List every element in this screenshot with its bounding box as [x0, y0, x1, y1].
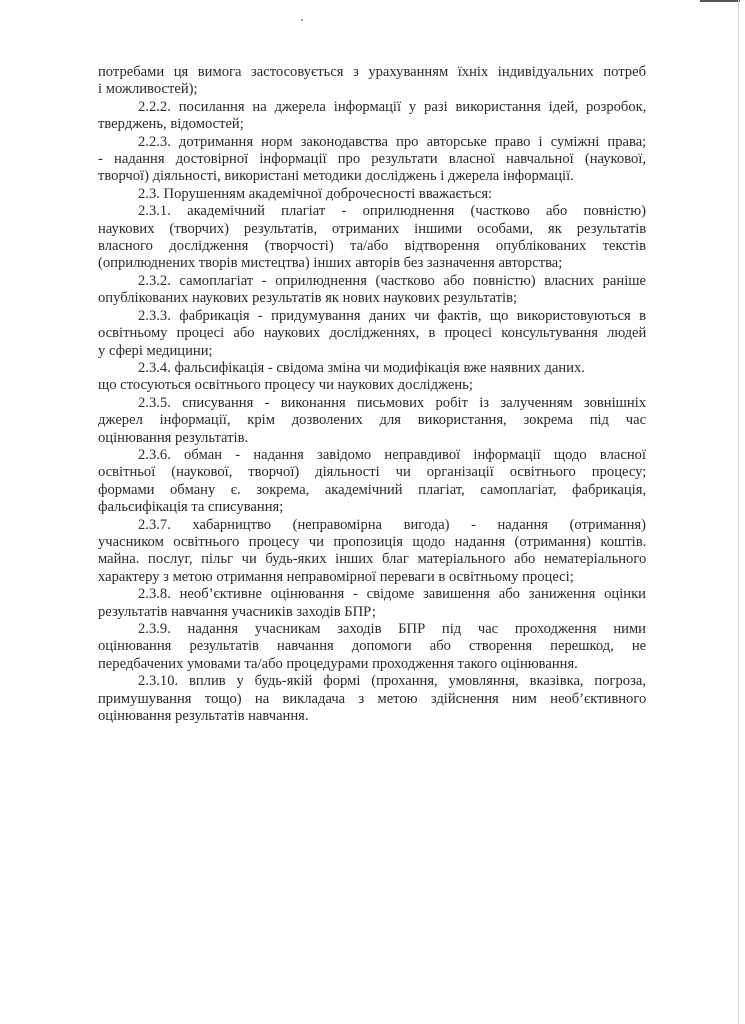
text-line: 2.3.1. академічний плагіат - оприлюднення (частково або повністю) — [138, 203, 646, 220]
text-line: - надання достовірної інформації про результати власної навчальної (наукової, — [98, 151, 646, 168]
text-line: 2.3.9. надання учасникам заходів БПР під час проходження ними — [138, 621, 646, 637]
text-line: творчої) діяльності, використані методики досліджень і джерела інформації. — [98, 168, 574, 185]
text-line: 2.2.2. посилання на джерела інформації у разі використання ідей, розробок, — [138, 98, 647, 115]
text-line: наукових (творчих) результатів, отриманих іншими особами, як результатів — [98, 220, 647, 237]
text-line: освітньої (наукової, творчої) діяльності чи організації освітнього процесу; — [98, 464, 647, 481]
text-line: 2.3.3. фабрикація - придумування даних чи фактів, що використовуються в — [138, 307, 646, 324]
text-line: джерел інформації, крім дозволених для використання, зокрема під час — [98, 412, 647, 429]
text-line: 2.3.5. списування - виконання письмових робіт із залученням зовнішніх — [138, 394, 647, 411]
text-line: опублікованих наукових результатів як нових наукових результатів; — [98, 290, 518, 307]
text-line: майна. послуг, пільг чи будь-яких інших благ матеріального або нематеріального — [98, 551, 647, 568]
document-body — [98, 64, 646, 725]
text-line: 2.3.4. фальсифікація - свідома зміна чи модифікація вже наявних даних. — [138, 359, 585, 376]
text-line: характеру з метою отримання неправомірної переваги в освітньому процесі; — [98, 568, 574, 585]
text-line: потребами ця вимога застосовується з урахуванням їхніх індивідуальних потреб — [98, 64, 646, 80]
text-line: освітньому процесі або наукових дослідженнях, в процесі консультування людей — [98, 325, 647, 342]
text-line: оцінювання результатів навчання. — [98, 708, 309, 725]
text-line: 2.3.7. хабарництво (неправомірна вигода) - надання (отримання) — [138, 516, 646, 533]
text-line: 2.2.3. дотримання норм законодавства про авторське право і суміжні права; — [138, 133, 647, 150]
text-line: оцінювання результатів. — [98, 429, 249, 446]
text-line: тверджень, відомостей; — [98, 116, 244, 133]
text-line: 2.3.2. самоплагіат - оприлюднення (частково або повністю) власних раніше — [138, 272, 646, 289]
text-line: 2.3.6. обман - надання завідомо неправдивої інформації щодо власної — [138, 446, 646, 463]
text-line: (оприлюднених творів мистецтва) інших авторів без зазначення авторства; — [98, 255, 563, 272]
text-line: 2.3.10. вплив у будь-якій формі (прохання, умовляння, вказівка, погроза, — [138, 673, 646, 690]
text-line: власного дослідження (творчості) та/або відтворення опублікованих текстів — [98, 238, 646, 255]
text-line: оцінювання результатів навчання допомоги або створення перешкод, не — [98, 638, 647, 655]
scan-edge-right — [738, 0, 739, 1024]
text-line: 2.3.8. необ’єктивне оцінювання - свідоме завишення або заниження оцінки — [138, 586, 646, 603]
scan-artifact-dot — [301, 19, 303, 21]
text-line: 2.3. Порушенням академічної доброчесності вважається: — [138, 185, 493, 202]
text-line: учасником освітнього процесу чи пропозиція щодо надання (отримання) коштів. — [98, 533, 647, 550]
text-line: примушування тощо) на викладача з метою здійснення ним необ’єктивного — [98, 690, 647, 707]
scan-edge-top — [700, 0, 740, 2]
text-line: у сфері медицини; — [98, 342, 213, 359]
text-line: фальсифікація та списування; — [98, 499, 284, 516]
text-line: і можливостей); — [98, 81, 198, 98]
text-line: передбачених умовами та/або процедурами проходження такого оцінювання. — [98, 655, 578, 672]
text-line: результатів навчання учасників заходів БПР; — [98, 603, 376, 620]
text-line: формами обману є. зокрема, академічний плагіат, самоплагіат, фабрикація, — [98, 481, 647, 498]
text-line: що стосуються освітнього процесу чи наукових досліджень; — [98, 377, 473, 394]
